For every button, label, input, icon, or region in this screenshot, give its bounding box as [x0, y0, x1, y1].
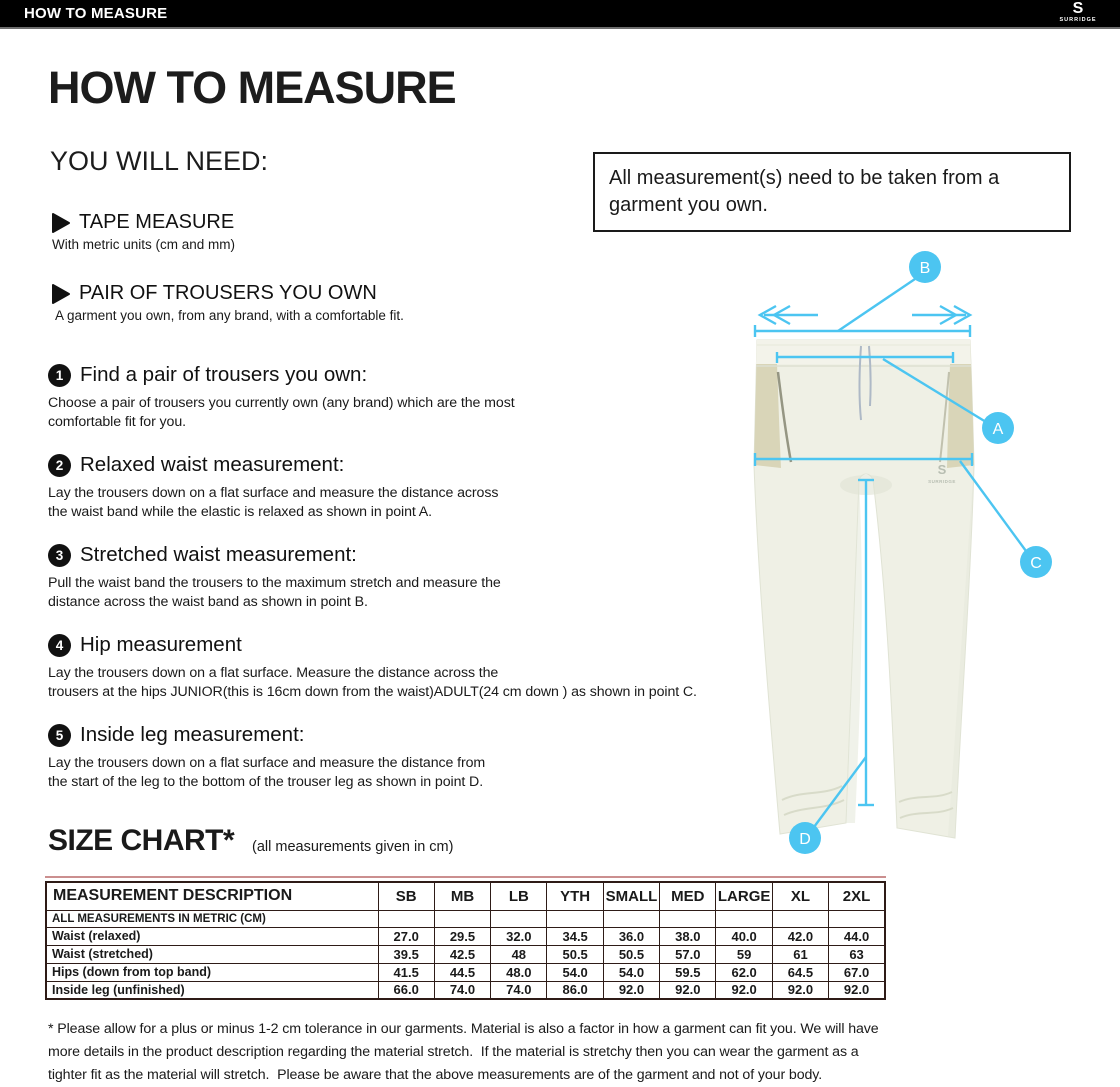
need-item-tape-measure: [50, 211, 235, 252]
value-cell: 67.0: [829, 963, 885, 981]
footnote-line: tighter fit as the material will stretch. Please be aware that the above measurements are of the garment and not of your body.: [48, 1067, 823, 1083]
size-chart-heading: SIZE CHART*: [48, 824, 235, 857]
point-b-label: B: [919, 260, 931, 277]
column-header: SMALL: [603, 882, 659, 910]
value-cell: 44.0: [829, 927, 885, 945]
topbar-title: HOW TO MEASURE: [24, 5, 168, 22]
value-cell: 40.0: [716, 927, 772, 945]
value-cell: 41.5: [378, 963, 434, 981]
step-body-line: Lay the trousers down on a flat surface. Measure the distance across the: [48, 665, 499, 681]
column-header: YTH: [547, 882, 603, 910]
value-cell: 27.0: [378, 927, 434, 945]
footnote-line: more details in the product description regarding the material stretch. If the material is stretchy then you can wear the garment as a: [48, 1044, 859, 1060]
step-number-badge: 5: [48, 724, 71, 747]
step-number-badge: 3: [48, 544, 71, 567]
step-3: [48, 543, 501, 611]
column-header: 2XL: [829, 882, 885, 910]
row-label: Waist (relaxed): [46, 927, 378, 945]
you-will-need-heading: YOU WILL NEED:: [50, 146, 269, 176]
value-cell: 54.0: [547, 963, 603, 981]
empty-cell: [603, 910, 659, 927]
brand-logo: [1050, 1, 1106, 24]
value-cell: 39.5: [378, 945, 434, 963]
trousers-silhouette: [754, 340, 974, 838]
metric-note-row: [46, 910, 885, 927]
step-title: Find a pair of trousers you own:: [80, 363, 368, 386]
empty-cell: [547, 910, 603, 927]
value-cell: 92.0: [603, 981, 659, 999]
step-body-line: comfortable fit for you.: [48, 413, 186, 430]
value-cell: 50.5: [603, 945, 659, 963]
step-body-line: Lay the trousers down on a flat surface and measure the distance across: [48, 485, 499, 501]
step-body-line: the waist band while the elastic is relaxed as shown in point A.: [48, 503, 432, 520]
need-item-desc: A garment you own, from any brand, with a comfortable fit.: [55, 308, 404, 323]
empty-cell: [716, 910, 772, 927]
value-cell: 29.5: [434, 927, 490, 945]
value-cell: 74.0: [434, 981, 490, 999]
trousers-measurement-diagram: [690, 240, 1120, 880]
step-body-line: Pull the waist band the trousers to the maximum stretch and measure the: [48, 575, 501, 591]
metric-note-cell: ALL MEASUREMENTS IN METRIC (CM): [46, 910, 378, 927]
step-body: [48, 394, 515, 431]
value-cell: 63: [829, 945, 885, 963]
column-header: MED: [660, 882, 716, 910]
bullet-triangle-icon: [50, 212, 72, 234]
step-title: Hip measurement: [80, 633, 242, 656]
empty-cell: [378, 910, 434, 927]
value-cell: 48: [491, 945, 547, 963]
value-cell: 59.5: [660, 963, 716, 981]
value-cell: 34.5: [547, 927, 603, 945]
table-row: [46, 963, 885, 981]
column-header: XL: [772, 882, 828, 910]
step-5: [48, 723, 485, 791]
step-number-badge: 1: [48, 364, 71, 387]
svg-text:S: S: [937, 462, 947, 477]
step-body-line: distance across the waist band as shown in point B.: [48, 593, 368, 610]
value-cell: 59: [716, 945, 772, 963]
value-cell: 92.0: [772, 981, 828, 999]
step-number-badge: 2: [48, 454, 71, 477]
column-header: LB: [491, 882, 547, 910]
table-row: [46, 927, 885, 945]
step-body-line: Choose a pair of trousers you currently own (any brand) which are the most: [48, 395, 515, 411]
value-cell: 36.0: [603, 927, 659, 945]
row-label: Waist (stretched): [46, 945, 378, 963]
empty-cell: [829, 910, 885, 927]
value-cell: 92.0: [660, 981, 716, 999]
divider-rule: [45, 876, 886, 878]
value-cell: 50.5: [547, 945, 603, 963]
point-d-label: D: [799, 831, 811, 848]
page-title: HOW TO MEASURE: [48, 62, 456, 113]
empty-cell: [660, 910, 716, 927]
value-cell: 92.0: [716, 981, 772, 999]
note-box: [593, 152, 1071, 232]
size-chart-subtitle: (all measurements given in cm): [252, 839, 454, 855]
step-body: [48, 664, 697, 701]
table-row: [46, 945, 885, 963]
step-body: [48, 574, 501, 611]
value-cell: 62.0: [716, 963, 772, 981]
step-body-line: Lay the trousers down on a flat surface and measure the distance from: [48, 755, 486, 771]
top-bar: [0, 0, 1120, 29]
column-header: SB: [378, 882, 434, 910]
note-box-line: All measurement(s) need to be taken from a: [609, 167, 1000, 189]
step-1: [48, 363, 515, 431]
value-cell: 32.0: [491, 927, 547, 945]
tolerance-footnote: [48, 1018, 879, 1087]
value-cell: 92.0: [829, 981, 885, 999]
need-item-trousers: [50, 282, 404, 323]
brand-name: SURRIDGE: [1059, 17, 1097, 23]
step-body-line: the start of the leg to the bottom of the trouser leg as shown in point D.: [48, 773, 484, 790]
step-title: Stretched waist measurement:: [80, 543, 357, 566]
table-row: [46, 981, 885, 999]
step-title: Inside leg measurement:: [80, 723, 305, 746]
value-cell: 42.5: [434, 945, 490, 963]
row-label: Hips (down from top band): [46, 963, 378, 981]
row-label: Inside leg (unfinished): [46, 981, 378, 999]
value-cell: 61: [772, 945, 828, 963]
table-header-row: [46, 882, 885, 910]
note-box-line: garment you own.: [609, 194, 768, 216]
size-chart-table: [45, 881, 886, 1000]
value-cell: 38.0: [660, 927, 716, 945]
column-header: LARGE: [716, 882, 772, 910]
step-body: [48, 484, 498, 521]
value-cell: 48.0: [491, 963, 547, 981]
need-item-label: TAPE MEASURE: [79, 211, 235, 233]
point-a-label: A: [992, 421, 1004, 438]
point-b-leader-line: [838, 279, 915, 331]
need-item-label: PAIR OF TROUSERS YOU OWN: [79, 282, 377, 304]
empty-cell: [772, 910, 828, 927]
bullet-triangle-icon: [50, 283, 72, 305]
empty-cell: [434, 910, 490, 927]
value-cell: 57.0: [660, 945, 716, 963]
value-cell: 64.5: [772, 963, 828, 981]
column-header: MB: [434, 882, 490, 910]
step-number-badge: 4: [48, 634, 71, 657]
value-cell: 44.5: [434, 963, 490, 981]
value-cell: 86.0: [547, 981, 603, 999]
step-body-line: trousers at the hips JUNIOR(this is 16cm down from the waist)ADULT(24 cm down ) as shown in point C.: [48, 683, 697, 700]
need-item-desc: With metric units (cm and mm): [52, 237, 236, 252]
step-2: [48, 453, 498, 521]
point-c-label: C: [1030, 555, 1042, 572]
value-cell: 74.0: [491, 981, 547, 999]
value-cell: 66.0: [378, 981, 434, 999]
step-title: Relaxed waist measurement:: [80, 453, 345, 476]
waistband: [756, 340, 971, 364]
svg-text:SURRIDGE: SURRIDGE: [928, 479, 956, 484]
value-cell: 42.0: [772, 927, 828, 945]
footnote-line: * Please allow for a plus or minus 1-2 cm tolerance in our garments. Material is also a factor in how a garment can fit you. We will have: [48, 1021, 879, 1037]
step-4: [48, 633, 697, 701]
column-header: MEASUREMENT DESCRIPTION: [46, 882, 378, 910]
empty-cell: [491, 910, 547, 927]
value-cell: 54.0: [603, 963, 659, 981]
surridge-s-icon: S: [1072, 0, 1084, 17]
step-body: [48, 754, 485, 791]
